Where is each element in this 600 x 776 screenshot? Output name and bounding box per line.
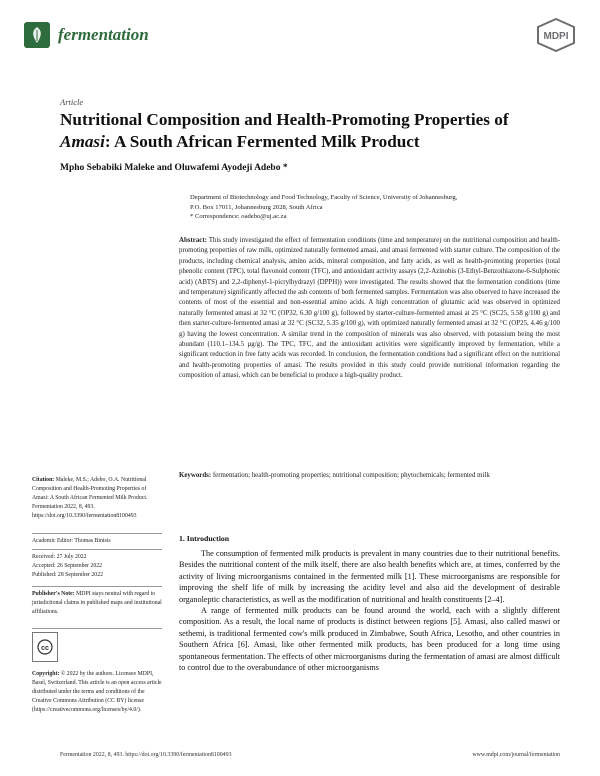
abstract-text: This study investigated the effect of fermentation conditions (time and temperature) on the nutritional composition and health-promoting properties of raw milk, optimized naturally fermented amasi, and amasi fermented with starter culture. The composition of the products, including chemical analysis, amino acids, mineral composition, and fatty acids, as well as health-promoting properties (total phenolic content (TPC), total flavonoid content (TFC), and antioxidant activity assays (2,2-Azinobis (3-Ethyl-Benzothiazone-6-Sulphonic acid) (ABTS) and 2,2-diphenyl-1-picrylhydrazyl (DPPH)) were investigated. The results showed that the fermentation conditions (time and temperature) significantly affected the ash contents of both fermented samples. Fermentation was also observed to have increased the contents of most of the essential and non-essential amino acids. A high concentration of glutamic acid was observed in optimized naturally fermented amasi at 32 °C (OP32, 6.30 g/100 g), followed by starter-culture-fermented amasi at 25 °C (SC25, 5.58 g/100 g) and then starter-culture-fermented amasi at 32 °C (SC32, 5.35 g/100 g), with optimized naturally fermented amasi at 32 °C (OP25, 4.46 g/100 g) having the lowest concentration. A similar trend in the composition of minerals was also observed, with potassium being the most abundant (110.1–134.5 µg/g). The TPC, TFC, and the antioxidant activities were significantly improved by fermentation, while a significant reduction in free fatty acids was recorded. In conclusion, the fermentation conditions had a significant effect on the nutritional and health-promoting properties of amasi. The results provided in this study could provide nutritional information regarding the composition of amasi, which can be beneficial to produce a high-quality product. [179, 237, 561, 380]
published-date: Published: 28 September 2022 [32, 571, 104, 578]
keywords [179, 471, 560, 481]
abstract-label: Abstract: [179, 237, 207, 244]
mdpi-logo-icon [536, 18, 576, 52]
sidebar-divider [32, 549, 162, 550]
address: P.O. Box 17011, Johannesburg 2028, South Africa [190, 203, 323, 211]
page-title: Nutritional Composition and Health-Promoting Properties of Amasi: A South African Fermented Milk Product [60, 110, 509, 151]
academic-editor: Academic Editor: Thomas Bintsis [32, 538, 111, 544]
cc-license-icon[interactable] [32, 632, 58, 662]
copyright [32, 670, 162, 715]
publisher-note-label: Publisher's Note: [32, 591, 75, 597]
citation-text[interactable]: Maleke, M.S.; Adebo, O.A. Nutritional Composition and Health-Promoting Properties of Amasi: A South African Fermented Milk Product. Fermentation 2022, 8, 493. https://doi.org/10.3390/fermentation8100493 [32, 477, 148, 519]
body-text [179, 548, 560, 673]
footer-journal-url[interactable]: www.mdpi.com/journal/fermentation [472, 752, 560, 758]
received-date: Received: 27 July 2022 [32, 554, 87, 560]
abstract [179, 236, 560, 382]
affiliation-block [190, 193, 560, 222]
mdpi-logo-text: MDPI [543, 31, 569, 42]
sidebar-divider [32, 533, 162, 534]
sidebar-divider [32, 586, 162, 587]
copyright-text: © 2022 by the authors. Licensee MDPI, Basel, Switzerland. This article is an open access article distributed under the terms and conditions of the Creative Commons Attribution (CC BY) license (https://creativecommons.org/licenses/by/4.0/). [32, 671, 162, 713]
publisher-note [32, 590, 162, 617]
paragraph: A range of fermented milk products can be found around the world, each with a slightly different composition. As a result, the local name of products is distinct between regions [5]. Amasi, also called maswi or sethemi, is traditional fermented cow's milk produced in Zimbabwe, South Africa, Lesotho, and other countries in Southern Africa [6]. Amasi, like other fermented milk products, has been produced for a long time using spontaneous fermentation. The effects of other microorganisms during the fermentation of amasi are almost difficult to control due to the overabundance of other microorganisms [179, 606, 560, 673]
svg-text:cc: cc [41, 645, 49, 652]
journal-name: fermentation [58, 25, 149, 44]
keywords-text: fermentation; health-promoting properties; nutritional composition; phytochemicals; fermented milk [212, 472, 490, 479]
correspondence[interactable]: * Correspondence: oadebo@uj.ac.za [190, 213, 287, 221]
sidebar-divider [32, 628, 162, 629]
authors: Mpho Sebabiki Maleke and Oluwafemi Ayodeji Adebo * [60, 163, 288, 173]
footer-citation[interactable]: Fermentation 2022, 8, 493. https://doi.org/10.3390/fermentation8100493 [60, 752, 232, 758]
publisher-note-text: MDPI stays neutral with regard to jurisdictional claims in published maps and institutional affiliations. [32, 591, 162, 615]
journal-logo-icon [24, 22, 50, 48]
keywords-label: Keywords: [179, 472, 212, 479]
section-heading: 1. Introduction [179, 534, 230, 543]
paragraph: The consumption of fermented milk products is prevalent in many countries due to their nutritional benefits. Besides the nutritional content of the milk itself, there are also health benefits which are, at times, conferred by the activity of living microorganisms contained in the fermented milk [1]. These microorganisms are responsible for improving the shelf life of milk by increasing the acidity level and also aid the development of desirable organoleptic characteristics, as well as the modification of nutritional and health constituents [2–4]. [179, 549, 560, 604]
citation-label: Citation: [32, 477, 55, 483]
copyright-label: Copyright: [32, 671, 60, 677]
article-type: Article [60, 97, 84, 107]
affiliation: Department of Biotechnology and Food Technology, Faculty of Science, University of Johannesburg, [190, 194, 458, 201]
citation [32, 476, 162, 521]
accepted-date: Accepted: 26 September 2022 [32, 562, 103, 569]
dates [32, 553, 162, 580]
footer [60, 752, 560, 758]
